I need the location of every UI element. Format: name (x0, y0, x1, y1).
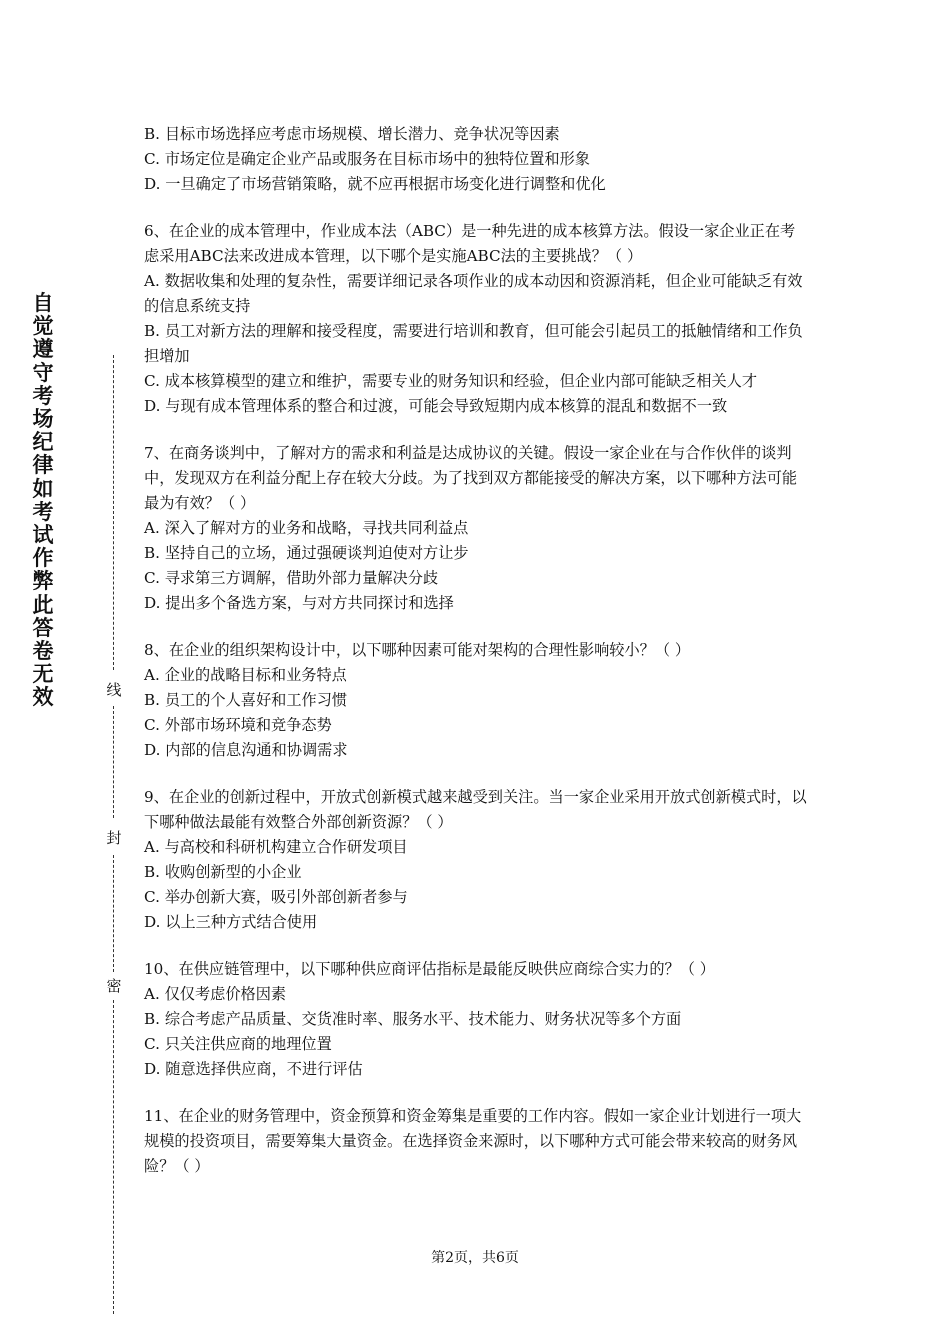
option-a: A. 与高校和科研机构建立合作研发项目 (144, 838, 408, 856)
option-b: B. 综合考虑产品质量、交货准时率、服务水平、技术能力、财务状况等多个方面 (144, 1010, 682, 1028)
question-9 (144, 785, 810, 935)
option-c: C. 只关注供应商的地理位置 (144, 1035, 332, 1053)
option-c: C. 外部市场环境和竞争态势 (144, 716, 332, 734)
option-a: A. 深入了解对方的业务和战略，寻找共同利益点 (144, 519, 469, 537)
question-stem: 7、在商务谈判中，了解对方的需求和利益是达成协议的关键。假设一家企业在与合作伙伴的谈判中，发现双方在利益分配上存在较大分歧。为了找到双方都能接受的解决方案，以下哪种方法可能最为有效？（ ） (144, 444, 798, 512)
binding-dashed-line (113, 855, 114, 972)
question-10 (144, 957, 810, 1082)
option-b: B. 坚持自己的立场，通过强硬谈判迫使对方让步 (144, 544, 469, 562)
question-fragment (144, 122, 810, 197)
question-content (144, 122, 810, 1179)
question-stem: 10、在供应链管理中，以下哪种供应商评估指标是最能反映供应商综合实力的？（ ） (144, 960, 715, 978)
option-a: A. 仅仅考虑价格因素 (144, 985, 287, 1003)
option-b: B. 目标市场选择应考虑市场规模、增长潜力、竞争状况等因素 (144, 125, 560, 143)
option-c: C. 市场定位是确定企业产品或服务在目标市场中的独特位置和形象 (144, 150, 590, 168)
option-b: B. 员工对新方法的理解和接受程度，需要进行培训和教育，但可能会引起员工的抵触情绪和工作负担增加 (144, 322, 803, 365)
binding-dashed-line (113, 355, 114, 670)
page-number: 第2页，共6页 (431, 1250, 519, 1266)
option-d: D. 内部的信息沟通和协调需求 (144, 741, 348, 759)
option-d: D. 随意选择供应商，不进行评估 (144, 1060, 363, 1078)
option-d: D. 与现有成本管理体系的整合和过渡，可能会导致短期内成本核算的混乱和数据不一致 (144, 397, 728, 415)
binding-label-seal: 封 (104, 828, 124, 848)
question-6 (144, 219, 810, 419)
question-8 (144, 638, 810, 763)
question-stem: 11、在企业的财务管理中，资金预算和资金筹集是重要的工作内容。假如一家企业计划进行一项大规模的投资项目，需要筹集大量资金。在选择资金来源时，以下哪种方式可能会带来较高的财务风险？（ ） (144, 1107, 802, 1175)
option-d: D. 以上三种方式结合使用 (144, 913, 318, 931)
binding-label-secret: 密 (104, 976, 124, 996)
option-a: A. 企业的战略目标和业务特点 (144, 666, 347, 684)
exam-discipline-warning: 自觉遵守考场纪律如考试作弊此答卷无效 (32, 291, 54, 710)
question-stem: 6、在企业的成本管理中，作业成本法（ABC）是一种先进的成本核算方法。假设一家企业正在考虑采用ABC法来改进成本管理，以下哪个是实施ABC法的主要挑战？（ ） (144, 222, 796, 265)
question-stem: 8、在企业的组织架构设计中，以下哪种因素可能对架构的合理性影响较小？（ ） (144, 641, 691, 659)
question-11 (144, 1104, 810, 1179)
binding-dashed-line (113, 706, 114, 818)
option-d: D. 提出多个备选方案，与对方共同探讨和选择 (144, 594, 454, 612)
option-c: C. 成本核算模型的建立和维护，需要专业的财务知识和经验，但企业内部可能缺乏相关人才 (144, 372, 758, 390)
option-b: B. 收购创新型的小企业 (144, 863, 302, 881)
question-7 (144, 441, 810, 616)
option-a: A. 数据收集和处理的复杂性，需要详细记录各项作业的成本动因和资源消耗，但企业可能缺乏有效的信息系统支持 (144, 272, 803, 315)
binding-label-line: 线 (104, 680, 124, 700)
option-b: B. 员工的个人喜好和工作习惯 (144, 691, 348, 709)
question-stem: 9、在企业的创新过程中，开放式创新模式越来越受到关注。当一家企业采用开放式创新模式时，以下哪种做法最能有效整合外部创新资源？（ ） (144, 788, 807, 831)
option-c: C. 举办创新大赛，吸引外部创新者参与 (144, 888, 408, 906)
option-c: C. 寻求第三方调解，借助外部力量解决分歧 (144, 569, 439, 587)
option-d: D. 一旦确定了市场营销策略，就不应再根据市场变化进行调整和优化 (144, 175, 606, 193)
